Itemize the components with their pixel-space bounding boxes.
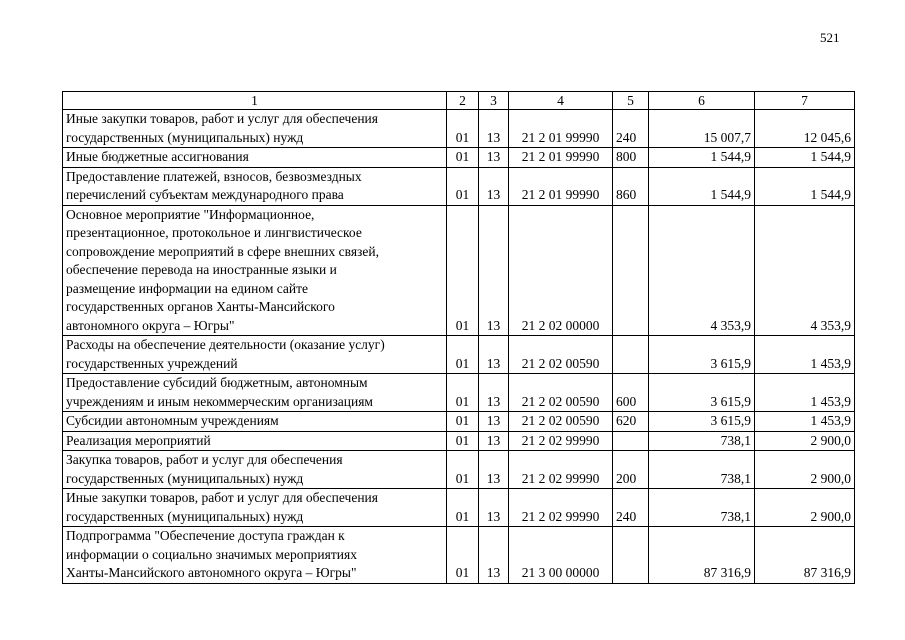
amount-col7-cell: 1 544,9 xyxy=(755,148,855,168)
section-code-cell: 01 xyxy=(447,110,479,148)
row-name-line: Иные закупки товаров, работ и услуг для обеспечения xyxy=(66,490,378,505)
amount-col7-cell: 4 353,9 xyxy=(755,205,855,336)
header-cell-1: 1 xyxy=(63,92,447,110)
row-name-line: Расходы на обеспечение деятельности (оказание услуг) xyxy=(66,337,385,352)
amount-col6-cell: 3 615,9 xyxy=(649,412,755,432)
target-article-cell: 21 2 02 99990 xyxy=(509,489,613,527)
section-code-cell: 01 xyxy=(447,412,479,432)
row-name-cell xyxy=(63,451,447,489)
row-name-cell xyxy=(63,336,447,374)
amount-col7-cell: 1 453,9 xyxy=(755,336,855,374)
target-article-cell: 21 2 01 99990 xyxy=(509,148,613,168)
amount-col6-cell: 1 544,9 xyxy=(649,167,755,205)
row-name-line: Иные бюджетные ассигнования xyxy=(66,149,249,164)
subsection-code-cell: 13 xyxy=(479,412,509,432)
target-article-cell: 21 2 01 99990 xyxy=(509,110,613,148)
amount-col6-cell: 1 544,9 xyxy=(649,148,755,168)
row-name-cell xyxy=(63,489,447,527)
row-name-line: Подпрограмма "Обеспечение доступа граждан к xyxy=(66,528,345,543)
amount-col6-cell: 738,1 xyxy=(649,431,755,451)
amount-col7-cell: 1 453,9 xyxy=(755,374,855,412)
expense-type-cell: 240 xyxy=(613,110,649,148)
header-cell-5: 5 xyxy=(613,92,649,110)
target-article-cell: 21 2 02 00590 xyxy=(509,412,613,432)
amount-col7-cell: 2 900,0 xyxy=(755,431,855,451)
row-name-cell xyxy=(63,527,447,584)
table-row xyxy=(63,527,855,584)
table-row xyxy=(63,489,855,527)
section-code-cell: 01 xyxy=(447,336,479,374)
row-name-line: государственных (муниципальных) нужд xyxy=(66,470,304,486)
amount-col7-cell: 87 316,9 xyxy=(755,527,855,584)
amount-col6-cell: 3 615,9 xyxy=(649,374,755,412)
subsection-code-cell: 13 xyxy=(479,110,509,148)
expense-type-cell xyxy=(613,336,649,374)
subsection-code-cell: 13 xyxy=(479,431,509,451)
header-cell-4: 4 xyxy=(509,92,613,110)
subsection-code-cell: 13 xyxy=(479,374,509,412)
table-row xyxy=(63,431,855,451)
subsection-code-cell: 13 xyxy=(479,205,509,336)
subsection-code-cell: 13 xyxy=(479,527,509,584)
section-code-cell: 01 xyxy=(447,489,479,527)
expense-type-cell xyxy=(613,205,649,336)
row-name-line: информации о социально значимых мероприятиях xyxy=(66,546,357,562)
header-cell-6: 6 xyxy=(649,92,755,110)
row-name-line: презентационное, протокольное и лингвистическое xyxy=(66,225,362,240)
row-name-line: государственных (муниципальных) нужд xyxy=(66,508,304,524)
target-article-cell: 21 2 02 99990 xyxy=(509,451,613,489)
section-code-cell: 01 xyxy=(447,205,479,336)
section-code-cell: 01 xyxy=(447,451,479,489)
row-name-cell xyxy=(63,167,447,205)
subsection-code-cell: 13 xyxy=(479,489,509,527)
budget-table xyxy=(62,91,855,584)
section-code-cell: 01 xyxy=(447,167,479,205)
table-row xyxy=(63,451,855,489)
row-name-line: Закупка товаров, работ и услуг для обеспечения xyxy=(66,452,343,467)
amount-col6-cell: 3 615,9 xyxy=(649,336,755,374)
row-name-cell xyxy=(63,148,447,168)
expense-type-cell: 600 xyxy=(613,374,649,412)
target-article-cell: 21 2 02 00000 xyxy=(509,205,613,336)
table-row xyxy=(63,110,855,148)
row-name-line: государственных (муниципальных) нужд xyxy=(66,129,304,145)
expense-type-cell: 240 xyxy=(613,489,649,527)
table-row xyxy=(63,336,855,374)
amount-col6-cell: 15 007,7 xyxy=(649,110,755,148)
row-name-line: Основное мероприятие "Информационное, xyxy=(66,206,315,222)
section-code-cell: 01 xyxy=(447,374,479,412)
expense-type-cell xyxy=(613,431,649,451)
row-name-cell xyxy=(63,374,447,412)
row-name-line: автономного округа – Югры" xyxy=(66,317,235,333)
row-name-line: учреждениям и иным некоммерческим организациям xyxy=(66,393,373,409)
subsection-code-cell: 13 xyxy=(479,148,509,168)
section-code-cell: 01 xyxy=(447,431,479,451)
table-header-row xyxy=(63,92,855,110)
amount-col7-cell: 2 900,0 xyxy=(755,489,855,527)
row-name-line: государственных учреждений xyxy=(66,355,238,371)
amount-col6-cell: 4 353,9 xyxy=(649,205,755,336)
row-name-line: размещение информации на едином сайте xyxy=(66,280,309,296)
subsection-code-cell: 13 xyxy=(479,336,509,374)
subsection-code-cell: 13 xyxy=(479,451,509,489)
amount-col7-cell: 1 544,9 xyxy=(755,167,855,205)
row-name-cell xyxy=(63,205,447,336)
amount-col6-cell: 738,1 xyxy=(649,489,755,527)
target-article-cell: 21 3 00 00000 xyxy=(509,527,613,584)
header-cell-7: 7 xyxy=(755,92,855,110)
amount-col6-cell: 87 316,9 xyxy=(649,527,755,584)
expense-type-cell: 200 xyxy=(613,451,649,489)
section-code-cell: 01 xyxy=(447,148,479,168)
page-number: 521 xyxy=(820,30,840,45)
row-name-line: Ханты-Мансийского автономного округа – Югры" xyxy=(66,565,357,580)
header-cell-2: 2 xyxy=(447,92,479,110)
table-row xyxy=(63,205,855,336)
table-row xyxy=(63,412,855,432)
row-name-line: сопровождение мероприятий в сфере внешних связей, xyxy=(66,243,379,259)
target-article-cell: 21 2 02 00590 xyxy=(509,336,613,374)
amount-col7-cell: 2 900,0 xyxy=(755,451,855,489)
row-name-line: обеспечение перевода на иностранные языки и xyxy=(66,262,337,277)
target-article-cell: 21 2 02 99990 xyxy=(509,431,613,451)
section-code-cell: 01 xyxy=(447,527,479,584)
row-name-line: Субсидии автономным учреждениям xyxy=(66,413,279,428)
expense-type-cell: 620 xyxy=(613,412,649,432)
amount-col7-cell: 12 045,6 xyxy=(755,110,855,148)
subsection-code-cell: 13 xyxy=(479,167,509,205)
target-article-cell: 21 2 02 00590 xyxy=(509,374,613,412)
amount-col6-cell: 738,1 xyxy=(649,451,755,489)
row-name-line: перечислений субъектам международного права xyxy=(66,187,344,202)
row-name-line: Предоставление субсидий бюджетным, автономным xyxy=(66,375,368,390)
row-name-cell xyxy=(63,110,447,148)
table-row xyxy=(63,167,855,205)
row-name-line: государственных органов Ханты-Мансийского xyxy=(66,299,335,314)
row-name-line: Предоставление платежей, взносов, безвозмездных xyxy=(66,168,362,184)
expense-type-cell: 860 xyxy=(613,167,649,205)
expense-type-cell xyxy=(613,527,649,584)
table-row xyxy=(63,148,855,168)
row-name-line: Реализация мероприятий xyxy=(66,432,211,448)
expense-type-cell: 800 xyxy=(613,148,649,168)
table-row xyxy=(63,374,855,412)
amount-col7-cell: 1 453,9 xyxy=(755,412,855,432)
target-article-cell: 21 2 01 99990 xyxy=(509,167,613,205)
row-name-cell xyxy=(63,412,447,432)
row-name-line: Иные закупки товаров, работ и услуг для обеспечения xyxy=(66,111,378,126)
row-name-cell xyxy=(63,431,447,451)
header-cell-3: 3 xyxy=(479,92,509,110)
